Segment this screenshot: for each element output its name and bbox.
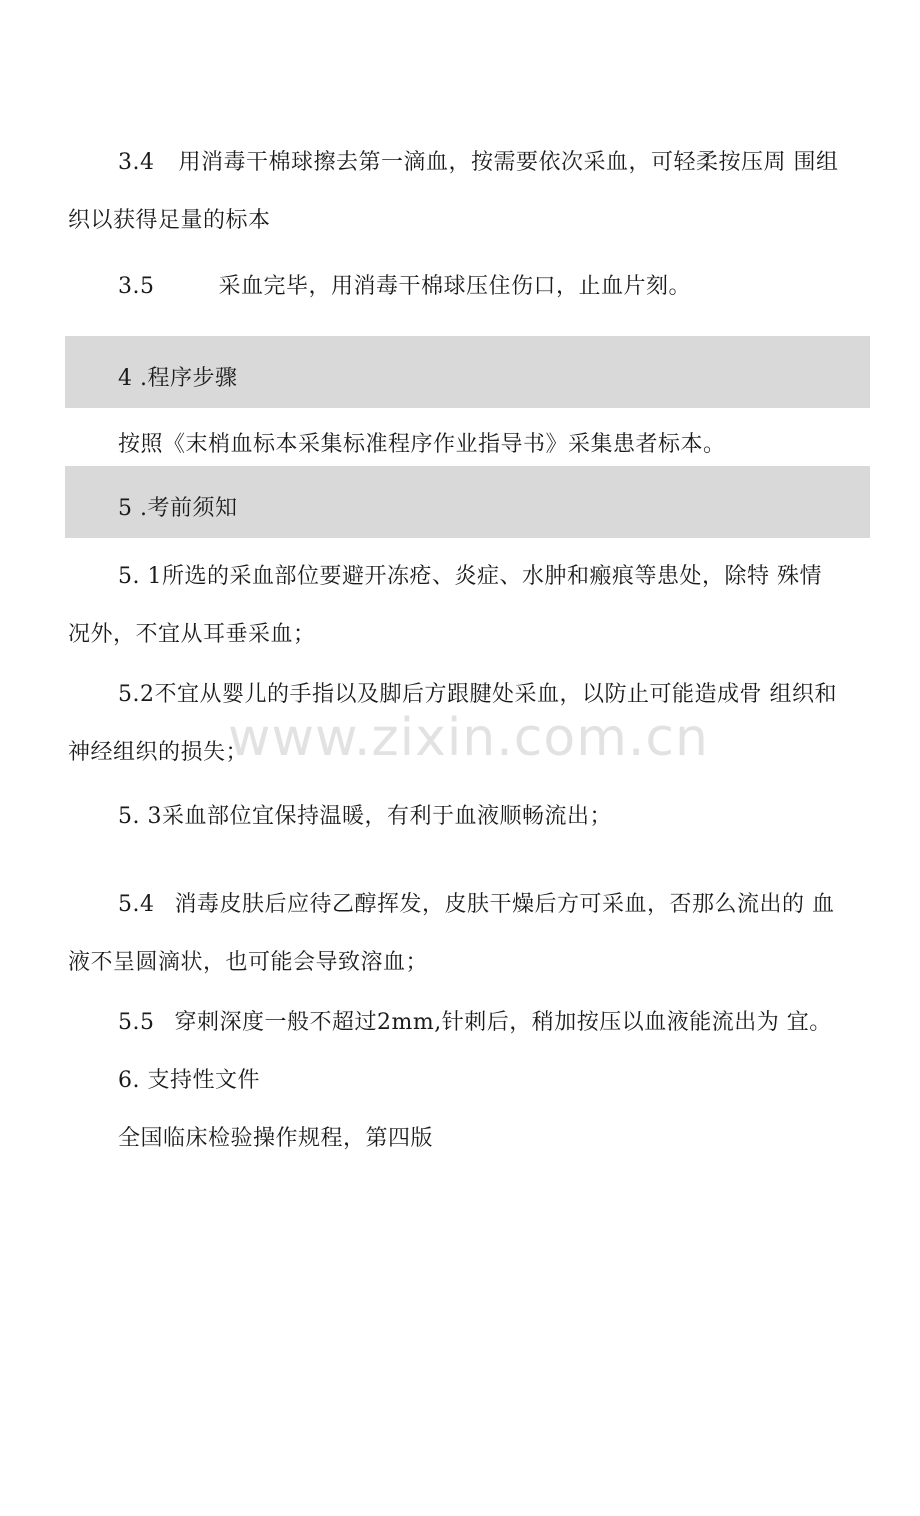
paragraph-5-1-line-2: 况外，不宜从耳垂采血；: [68, 622, 316, 647]
paragraph-3-4-line-1: [118, 148, 839, 178]
paragraph-5-2-line-2: 神经组织的损失；: [68, 740, 249, 765]
section-heading-6: 6. 支持性文件: [118, 1068, 260, 1093]
paragraph-5-3: 5. 3采血部位宜保持温暖，有利于血液顺畅流出；: [118, 804, 612, 829]
section-heading-band-4: [65, 336, 870, 408]
paragraph-5-2-line-1: 5.2不宜从婴儿的手指以及脚后方跟腱处采血，以防止可能造成骨 组织和: [118, 682, 837, 707]
paragraph-5-4-number: 5.4: [118, 892, 155, 917]
section-heading-5: 5 .考前须知: [118, 496, 238, 521]
paragraph-3-4-text-1: 用消毒干棉球擦去第一滴血，按需要依次采血，可轻柔按压周 围组: [178, 150, 839, 175]
paragraph-5-5-number: 5.5: [118, 1010, 155, 1035]
paragraph-3-5-text: 采血完毕，用消毒干棉球压住伤口，止血片刻。: [218, 274, 692, 299]
paragraph-3-4-number: 3.4: [118, 150, 155, 175]
paragraph-3-4-line-2: 织以获得足量的标本: [68, 208, 271, 233]
paragraph-3-5: [118, 272, 691, 302]
paragraph-5-5-text: 穿刺深度一般不超过2mm,针刺后，稍加按压以血液能流出为 宜。: [174, 1010, 832, 1035]
paragraph-5-4-line-1: [118, 890, 835, 920]
paragraph-5-5: [118, 1008, 832, 1038]
section-heading-band-5: [65, 466, 870, 538]
paragraph-5-1-line-1: 5. 1所选的采血部位要避开冻疮、炎症、水肿和瘢痕等患处，除特 殊情: [118, 564, 822, 589]
paragraph-6: 全国临床检验操作规程，第四版: [118, 1126, 434, 1151]
paragraph-5-4-text-1: 消毒皮肤后应待乙醇挥发，皮肤干燥后方可采血，否那么流出的 血: [174, 892, 835, 917]
watermark-text: www.zixin.com.cn: [228, 708, 709, 768]
section-heading-4: 4 .程序步骤: [118, 366, 238, 391]
paragraph-5-4-line-2: 液不呈圆滴状，也可能会导致溶血；: [68, 950, 429, 975]
paragraph-3-5-number: 3.5: [118, 274, 155, 299]
paragraph-4: 按照《末梢血标本采集标准程序作业指导书》采集患者标本。: [118, 432, 726, 457]
